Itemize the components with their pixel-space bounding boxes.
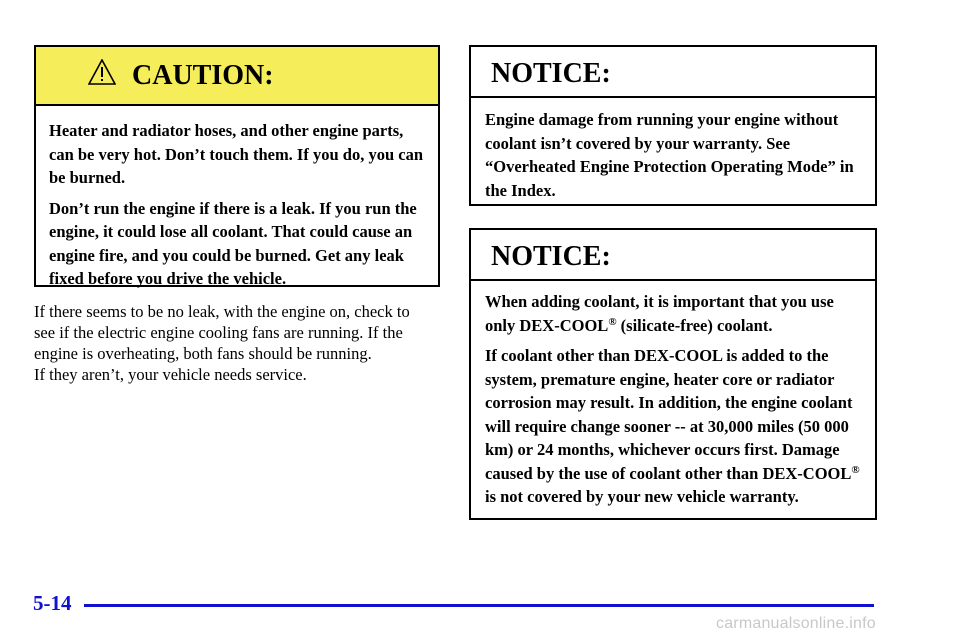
notice-title: NOTICE: bbox=[491, 241, 611, 272]
warning-triangle-icon bbox=[88, 59, 116, 85]
caution-header bbox=[36, 47, 438, 106]
registered-mark: ® bbox=[851, 463, 860, 476]
caution-title: CAUTION: bbox=[132, 60, 274, 91]
notice-title: NOTICE: bbox=[491, 58, 611, 89]
notice-box-coolant bbox=[469, 228, 877, 520]
caution-box bbox=[34, 45, 440, 287]
text-run: (silicate-free) coolant. bbox=[616, 315, 773, 335]
registered-mark: ® bbox=[608, 315, 617, 328]
notice-box-warranty bbox=[469, 45, 877, 206]
notice-header bbox=[471, 47, 875, 98]
caution-paragraph-2: Don’t run the engine if there is a leak. If you run the engine, it could lose all coolant. That could cause an engine fire, and you could be burned. Get any leak fixed before you drive the vehicle. bbox=[49, 198, 417, 288]
notice-header bbox=[471, 230, 875, 281]
notice-body bbox=[471, 281, 875, 509]
caution-paragraph-1: Heater and radiator hoses, and other engine parts, can be very hot. Don’t touch them. If you do, you can be burned. bbox=[49, 121, 424, 187]
notice-body bbox=[471, 98, 875, 202]
text-run: If coolant other than DEX-COOL is added to the system, premature engine, heater core or radiator corrosion may result. In addition, the engine coolant will require change sooner -- at 30,000 miles (50 000 km) or 24 months, whichever occurs first. Damage caused by the use of coolant other than DEX-COOL bbox=[485, 346, 853, 483]
body-line: If there seems to be no leak, with the engine on, check to bbox=[34, 302, 410, 321]
footer-rule bbox=[84, 604, 874, 607]
body-line: engine is overheating, both fans should be running. bbox=[34, 344, 372, 363]
page-number: 5-14 bbox=[33, 591, 72, 615]
notice-paragraph: Engine damage from running your engine without coolant isn’t covered by your warranty. See “Overheated Engine Protection Operating Mode” in the Index. bbox=[485, 110, 854, 200]
body-paragraph bbox=[34, 301, 444, 385]
notice-paragraph-2 bbox=[485, 344, 861, 509]
text-run: is not covered by your new vehicle warranty. bbox=[485, 487, 799, 506]
text-run: When adding coolant, it is important that you use only DEX-COOL bbox=[485, 292, 834, 335]
body-line: If they aren’t, your vehicle needs service. bbox=[34, 365, 307, 384]
caution-body bbox=[36, 106, 438, 291]
watermark: carmanualsonline.info bbox=[716, 615, 876, 632]
notice-paragraph-1 bbox=[485, 290, 861, 337]
body-line: see if the electric engine cooling fans are running. If the bbox=[34, 323, 403, 342]
